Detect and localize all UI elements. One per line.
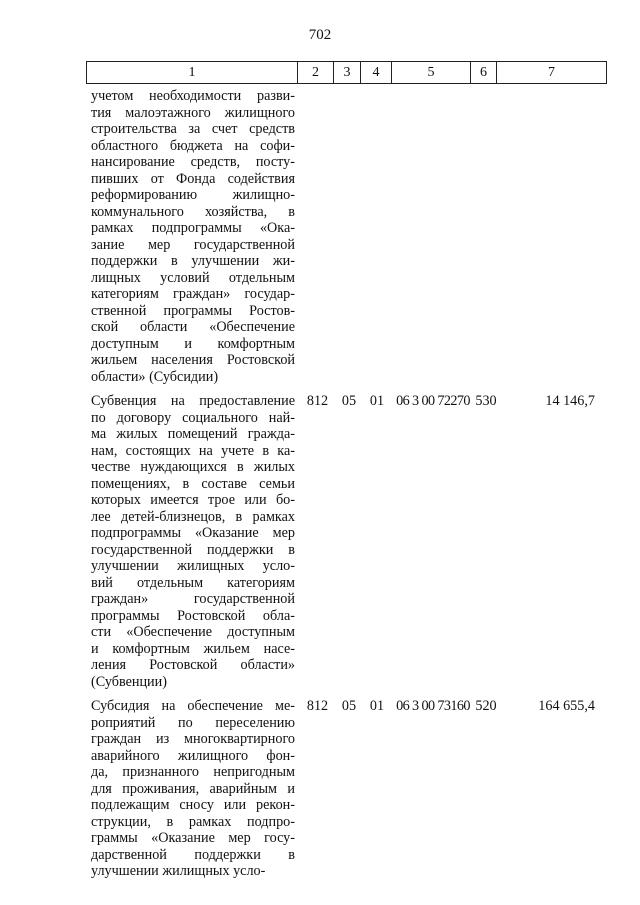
description-line: доступным и комфортным — [91, 335, 295, 352]
description-line: улучшении жилищных усло- — [91, 558, 295, 574]
column-header-5: 5 — [392, 62, 471, 84]
description-line: программы Ростовской обла- — [91, 607, 295, 624]
table-row — [86, 88, 602, 385]
ministry-code: 812 — [306, 393, 329, 409]
description-line: ления Ростовской области» — [91, 657, 295, 673]
target-article-code: 06 3 00 73160 — [396, 698, 470, 714]
target-article-code: 06 3 00 72270 — [396, 393, 470, 409]
section-code: 05 — [341, 393, 357, 409]
column-header-3: 3 — [334, 62, 361, 84]
row-description — [86, 393, 298, 690]
description-line: жильем населения Ростовской — [91, 352, 295, 368]
description-line: для проживания, аварийным и — [91, 780, 295, 797]
description-line: подлежащим сносу или рекон- — [91, 797, 295, 813]
column-header-7: 7 — [497, 62, 607, 84]
description-line: тия малоэтажного жилищного — [91, 104, 295, 121]
description-line: строительства за счет средств — [91, 121, 295, 137]
amount-value: 164 655,4 — [538, 698, 595, 714]
description-line: нам, состоящих на учете в ка- — [91, 442, 295, 459]
description-line: граждан из многоквартирного — [91, 731, 295, 747]
column-header-row — [87, 62, 607, 84]
column-header-6: 6 — [471, 62, 497, 84]
description-line: граждан» государственной — [91, 591, 295, 607]
description-line: Субсидия на обеспечение ме- — [91, 698, 295, 714]
table-row — [86, 698, 602, 880]
description-line: и комфортным жильем насе- — [91, 640, 295, 657]
description-line: пивших от Фонда содействия — [91, 170, 295, 187]
expense-type-code: 530 — [475, 393, 497, 409]
description-line: которых имеется трое или бо- — [91, 492, 295, 508]
description-line: ской области «Обеспечение — [91, 319, 295, 335]
description-line: рамках подпрограммы «Ока- — [91, 220, 295, 236]
description-line: области» (Субсидии) — [91, 368, 219, 385]
description-line: категориям граждан» государ- — [91, 286, 295, 302]
column-header-table — [86, 61, 607, 84]
description-line: сти «Обеспечение доступным — [91, 624, 295, 640]
column-header-1: 1 — [87, 62, 298, 84]
description-line: граммы «Оказание мер госу- — [91, 830, 295, 846]
section-code: 05 — [341, 698, 357, 714]
description-line: лее детей-близнецов, в рамках — [91, 508, 295, 525]
description-line: улучшении жилищных усло- — [91, 863, 266, 879]
description-line: струкции, в рамках подпро- — [91, 813, 295, 830]
description-line: реформированию жилищно- — [91, 187, 295, 203]
row-description — [86, 698, 298, 880]
description-line: дарственной поддержки в — [91, 846, 295, 863]
description-line: подпрограммы «Оказание мер — [91, 525, 295, 541]
description-line: Субвенция на предоставление — [91, 393, 295, 409]
description-line: лищных условий отдельным — [91, 269, 295, 286]
description-line: ственной программы Ростов- — [91, 302, 295, 319]
description-line: учетом необходимости разви- — [91, 88, 295, 104]
amount-value: 14 146,7 — [545, 393, 595, 409]
row-description — [86, 88, 298, 385]
column-header-2: 2 — [298, 62, 334, 84]
description-line: помещениях, в составе семьи — [91, 475, 295, 492]
expense-type-code: 520 — [475, 698, 497, 714]
description-line: зание мер государственной — [91, 236, 295, 253]
subsection-code: 01 — [369, 698, 385, 714]
description-line: (Субвенции) — [91, 673, 167, 690]
description-line: честве нуждающихся в жилых — [91, 459, 295, 475]
description-line: нансирование средств, посту- — [91, 154, 295, 170]
description-line: вий отдельным категориям — [91, 574, 295, 591]
description-line: государственной поддержки в — [91, 541, 295, 558]
description-line: коммунального хозяйства, в — [91, 203, 295, 220]
page-number: 702 — [308, 27, 332, 43]
description-line: поддержки в улучшении жи- — [91, 253, 295, 269]
budget-table-body — [86, 88, 602, 888]
description-line: аварийного жилищного фон- — [91, 747, 295, 764]
description-line: по договору социального най- — [91, 409, 295, 426]
description-line: да, признанного непригодным — [91, 764, 295, 780]
description-line: роприятий по переселению — [91, 714, 295, 731]
ministry-code: 812 — [306, 698, 329, 714]
subsection-code: 01 — [369, 393, 385, 409]
table-row — [86, 393, 602, 690]
description-line: ма жилых помещений гражда- — [91, 426, 295, 442]
description-line: областного бюджета на софи- — [91, 137, 295, 154]
column-header-4: 4 — [361, 62, 392, 84]
